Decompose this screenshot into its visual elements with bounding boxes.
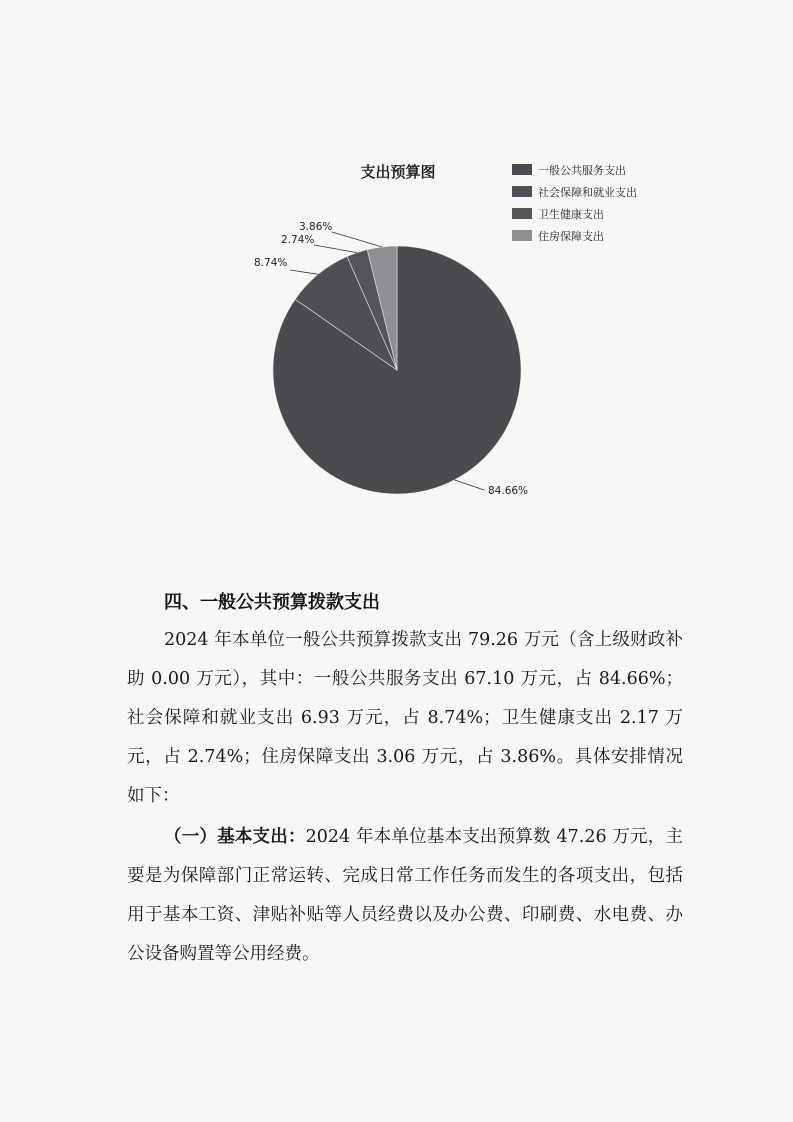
legend-label: 一般公共服务支出	[538, 164, 626, 177]
pie-leader-line	[290, 270, 318, 274]
basic-expense-text: 2024 年本单位基本支出预算数 47.26 万元，主要是为保障部门正常运转、完成日常工作任务而发生的各项支出，包括用于基本工资、津贴补贴等人员经费以及办公费、印刷费、水电费、办公设备购置等公用经费。	[127, 827, 683, 964]
legend-swatch	[512, 164, 532, 175]
legend-swatch	[512, 186, 532, 197]
pie-leader-line	[454, 480, 484, 490]
legend-label: 住房保障支出	[538, 230, 604, 243]
pie-leader-line	[314, 245, 357, 253]
chart-legend	[512, 163, 637, 243]
pie-slices	[273, 246, 521, 494]
pie-data-label: 3.86%	[299, 221, 333, 233]
legend-label: 社会保障和就业支出	[538, 186, 637, 199]
pie-data-label: 8.74%	[254, 257, 288, 269]
pie-leader-line	[332, 232, 382, 247]
pie-chart	[0, 0, 793, 560]
pie-data-label: 84.66%	[488, 485, 529, 497]
pie-data-label: 2.74%	[281, 234, 315, 246]
section-heading: 四、一般公共预算拨款支出	[164, 592, 380, 613]
body-paragraph-2	[127, 818, 683, 974]
legend-swatch	[512, 230, 532, 241]
chart-title: 支出预算图	[360, 163, 436, 181]
basic-expense-label: （一）基本支出：	[164, 827, 306, 847]
legend-label: 卫生健康支出	[538, 208, 604, 221]
legend-swatch	[512, 208, 532, 219]
body-paragraph-1: 2024 年本单位一般公共预算拨款支出 79.26 万元（含上级财政补助 0.00 万元），其中：一般公共服务支出 67.10 万元，占 84.66%；社会保障和就业支出 6.93 万元，占 8.74%；卫生健康支出 2.17 万元，占 2.74%；住房保障支出 3.06 万元，占 3.86%。具体安排情况如下：	[127, 630, 683, 806]
